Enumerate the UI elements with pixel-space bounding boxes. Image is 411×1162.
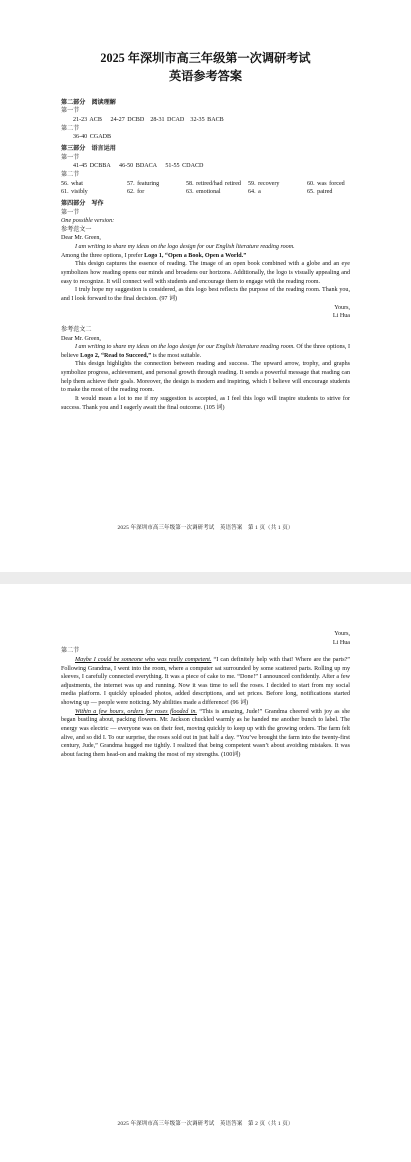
part2-section2-label: 第二节 bbox=[61, 125, 80, 132]
part2-section1-label: 第一节 bbox=[61, 108, 80, 115]
answer-page-1 bbox=[0, 0, 411, 572]
sample1-paragraph3: I truly hope my suggestion is considered, as this logo best reflects the purpose of the reading room. Thank you, and I look forward to the final decision. (97 词) bbox=[61, 287, 350, 302]
page2-section2-label: 第二节 bbox=[61, 648, 80, 655]
sample1-intro: I am writing to share my ideas on the logo design for our English literature reading room. bbox=[75, 244, 295, 251]
sample2-greeting: Dear Mr. Green, bbox=[61, 335, 101, 342]
paragraph1-lead-sentence: Maybe I could be someone who was really competent. bbox=[75, 656, 212, 663]
sample1-paragraph1 bbox=[61, 252, 350, 261]
possible-version-label: One possible version: bbox=[61, 218, 115, 225]
sample1-paragraph2: This design captures the essence of reading. The image of an open book combined with a globe and an eye symbolizes how reading opens our minds and broadens our horizons. Additionally, the logo is visually appealing and easy to recognize. It will connect well with students and encourage them to engage with the reading room. bbox=[61, 261, 350, 285]
sample1-closing: Yours, bbox=[334, 304, 350, 311]
part2-heading: 第二部分 阅读理解 bbox=[61, 99, 116, 106]
paragraph2-body: “This is amazing, Jude!” Grandma cheered with joy as she began bustling about, packing flowers. Mr. Jackson chuckled warmly as he handed me another bunch to label. The energy was electric — everyone was on their feet, moving quickly to keep up with the growing orders. The farm felt alive, and so did I. To our surprise, the roses sold out in just half a day. “You’ve brought the farm into the twenty-first century, Jude,” Grandma hugged me tightly. I realized that being competent wasn’t about avoiding mistakes. It was about facing them head-on and making the most of my strengths. (100词) bbox=[61, 708, 351, 758]
part2-section2-answers: 36-40 CGADB bbox=[73, 134, 112, 141]
part3-section2-label: 第二节 bbox=[61, 171, 80, 178]
page-2-content bbox=[61, 630, 350, 760]
sample2-p1-logo: Logo 2, “Read to Succeed,” bbox=[80, 352, 152, 359]
sample1-greeting: Dear Mr. Green, bbox=[61, 235, 101, 242]
grid-answer-63: 63. emotional bbox=[186, 189, 221, 196]
grid-answer-59: 59. recovery bbox=[248, 180, 280, 187]
grid-answer-60: 60. was forced bbox=[307, 180, 345, 187]
grid-answer-64: 64. a bbox=[248, 189, 261, 196]
part3-section1-answers: 41-45 DCBBA 46-50 BDACA 51-55 CDACD bbox=[73, 163, 204, 170]
sample1-signature: Li Hua bbox=[332, 313, 350, 320]
grid-answer-58: 58. retired/had retired bbox=[186, 180, 241, 187]
continuation-paragraph1 bbox=[61, 656, 350, 708]
part4-section1-label: 第一节 bbox=[61, 209, 80, 216]
grid-answer-57: 57. featuring bbox=[127, 180, 160, 187]
sample1-p1-text: Among the three options, I prefer bbox=[61, 252, 145, 259]
sample2-p1-tail: is the most suitable. bbox=[151, 352, 202, 359]
paragraph2-lead-sentence: Within a few hours, orders for roses flooded in. bbox=[75, 708, 197, 715]
sample2-paragraph2: This design highlights the connection between reading and success. The upward arrow, trophy, and graphs symbolize progress, achievement, and personal growth through reading. It sends a powerful message that reading can help them achieve their goals. Moreover, the design is modern and inspiring, which I believe will encourage students to make the most of the reading room. bbox=[61, 361, 350, 394]
answer-page-2 bbox=[0, 584, 411, 1162]
page2-closing: Yours, bbox=[334, 631, 350, 637]
sample2-p1-text: Of the three options, I believe bbox=[61, 344, 350, 359]
paragraph1-body: “I can definitely help with that! Where are the parts?” Following Grandma, I went into the room, where a computer sat surrounded by some scattered parts. Rolling up my sleeves, I carefully connected everything. It was a piece of cake to me. “Done!” I announced confidently. After a few adjustments, the internet was up and running. Now it was time to sell the roses. I decided to start from my social media platform. I quickly uploaded photos, added descriptions, and set prices. Before long, notifications started showing up — people were noticing. My abilities made a difference! (96 词) bbox=[61, 656, 350, 707]
page-1-content bbox=[61, 52, 350, 412]
document-subtitle: 英语参考答案 bbox=[168, 69, 243, 84]
grid-answer-62: 62. for bbox=[127, 189, 145, 196]
sample1-p1-logo: Logo 1, “Open a Book, Open a World.” bbox=[144, 252, 247, 259]
document-title: 2025 年深圳市高三年级第一次调研考试 bbox=[100, 51, 311, 65]
grid-answer-56: 56. what bbox=[61, 180, 83, 187]
sample2-paragraph3: It would mean a lot to me if my suggestion is accepted, as I feel this logo will inspire students to strive for success. Thank you and I eagerly await the final outcome. (105 词) bbox=[61, 395, 350, 411]
sample1-label: 参考范文一 bbox=[61, 226, 92, 233]
sample2-intro: I am writing to share my ideas on the logo design for our English literature reading room. bbox=[75, 344, 295, 351]
page-2-footer: 2025 年深圳市高三年级第一次调研考试 英语答案 第 2 页（共 1 页） bbox=[117, 1121, 294, 1127]
sample2-paragraph1 bbox=[61, 343, 350, 360]
continuation-paragraph2 bbox=[61, 708, 350, 760]
grid-answer-61: 61. visibly bbox=[61, 189, 88, 196]
part3-section2-answer-grid bbox=[61, 180, 350, 197]
part2-section1-answers: 21-23 ACB 24-27 DCBD 28-31 DCAD 32-35 BACB bbox=[73, 117, 224, 124]
page-1-footer: 2025 年深圳市高三年级第一次调研考试 英语答案 第 1 页（共 1 页） bbox=[117, 525, 294, 531]
part4-heading: 第四部分 写作 bbox=[61, 200, 104, 207]
page-separator bbox=[0, 572, 411, 584]
part3-section1-label: 第一节 bbox=[61, 154, 80, 161]
page2-signature: Li Hua bbox=[332, 639, 350, 646]
sample2-label: 参考范文二 bbox=[61, 326, 92, 333]
grid-answer-65: 65. paired bbox=[307, 189, 333, 196]
part3-heading: 第三部分 语言运用 bbox=[61, 146, 116, 153]
